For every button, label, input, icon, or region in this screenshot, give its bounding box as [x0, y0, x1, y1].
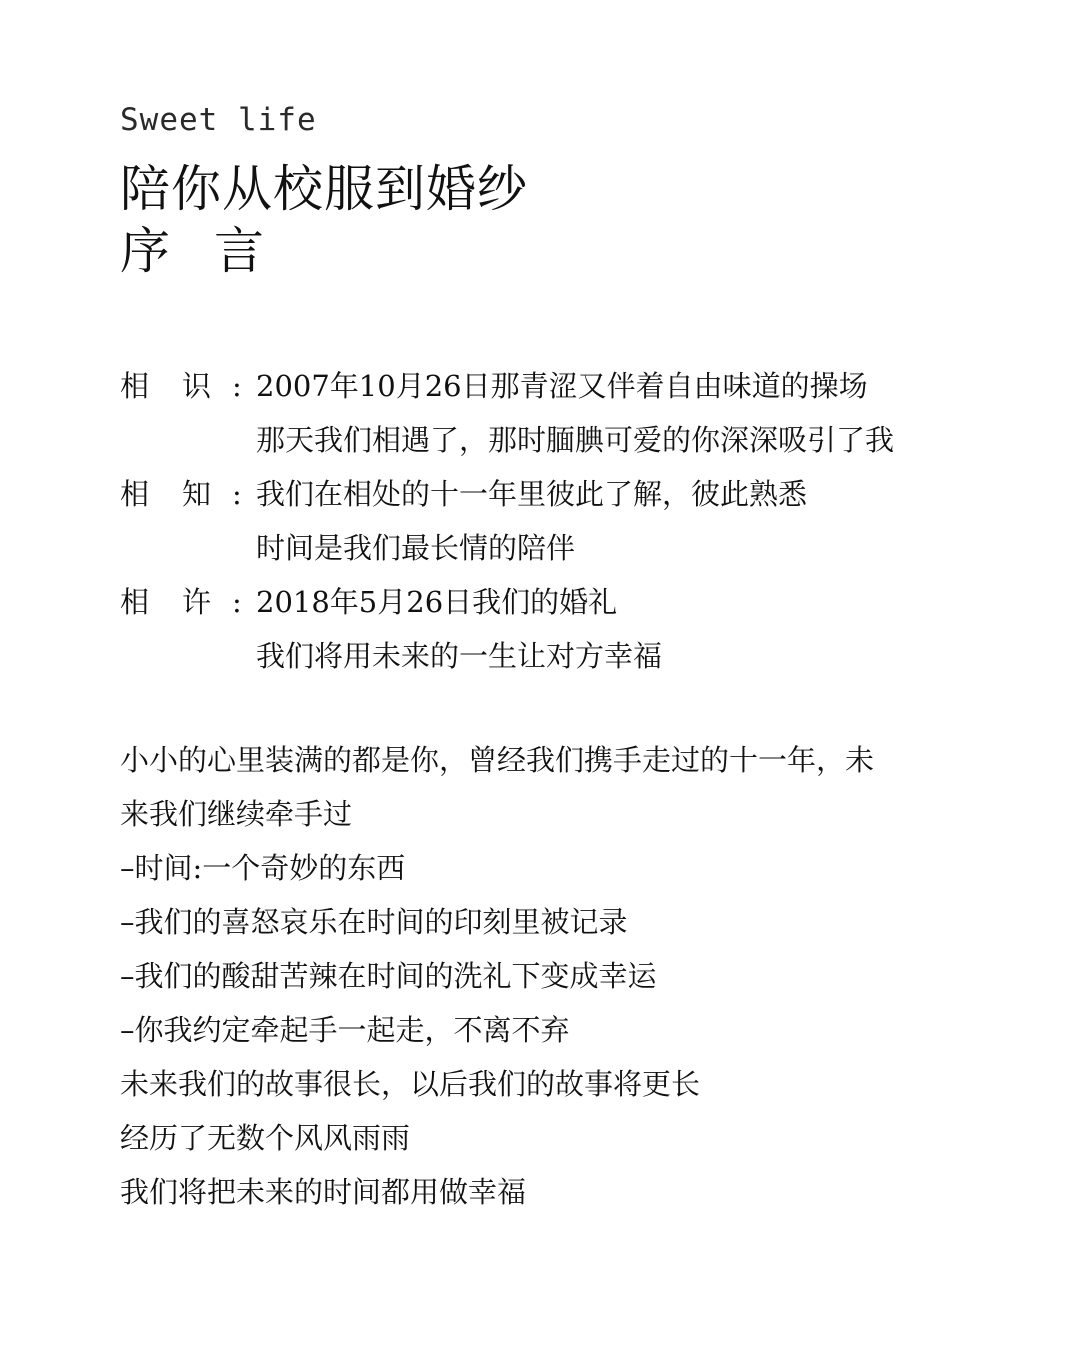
- body-line: 未来我们的故事很长，以后我们的故事将更长: [120, 1067, 701, 1101]
- intro-label-char: 相: [120, 585, 150, 619]
- intro-row-know: [120, 467, 980, 575]
- body-line: 我们将把未来的时间都用做幸福: [120, 1175, 527, 1209]
- preface-heading-char: 序: [120, 222, 170, 280]
- intro-line: 我们在相处的十一年里彼此了解，彼此熟悉: [256, 477, 808, 511]
- intro-line: 2007年10月26日那青涩又伴着自由味道的操场: [256, 369, 868, 403]
- body-line: 经历了无数个风风雨雨: [120, 1121, 411, 1155]
- intro-line: 我们将用未来的一生让对方幸福: [256, 639, 663, 673]
- intro-line: 那天我们相遇了，那时腼腆可爱的你深深吸引了我: [256, 423, 895, 457]
- body-line: –时间:一个奇妙的东西: [120, 851, 406, 885]
- body-line: 来我们继续牵手过: [120, 797, 353, 831]
- intro-row-meet: [120, 359, 980, 467]
- intro-label-char: 许: [182, 585, 212, 619]
- preface-heading: [120, 220, 264, 282]
- intro-label-colon: :: [232, 369, 242, 403]
- body-line: –我们的喜怒哀乐在时间的印刻里被记录: [120, 905, 628, 939]
- preface-heading-char: 言: [214, 222, 264, 280]
- intro-line: 时间是我们最长情的陪伴: [256, 531, 576, 565]
- intro-label-char: 相: [120, 477, 150, 511]
- intro-label: [120, 467, 256, 575]
- intro-label-colon: :: [232, 585, 242, 619]
- intro-lines: [256, 359, 894, 467]
- intro-label: [120, 359, 256, 467]
- intro-row-promise: [120, 575, 980, 683]
- intro-label-char: 知: [182, 477, 212, 511]
- subtitle: Sweet life: [120, 102, 317, 138]
- intro-label-char: 相: [120, 369, 150, 403]
- body-paragraph: [120, 733, 950, 1219]
- intro-line: 2018年5月26日我们的婚礼: [256, 585, 618, 619]
- intro-label: [120, 575, 256, 683]
- intro-label-colon: :: [232, 477, 242, 511]
- intro-lines: [256, 467, 807, 575]
- intro-label-char: 识: [182, 369, 212, 403]
- intro-lines: [256, 575, 662, 683]
- body-line: 小小的心里装满的都是你，曾经我们携手走过的十一年，未: [120, 743, 875, 777]
- page-title: 陪你从校服到婚纱: [120, 160, 528, 218]
- body-line: –我们的酸甜苦辣在时间的洗礼下变成幸运: [120, 959, 657, 993]
- body-line: –你我约定牵起手一起走，不离不弃: [120, 1013, 570, 1047]
- intro-section: [120, 359, 980, 683]
